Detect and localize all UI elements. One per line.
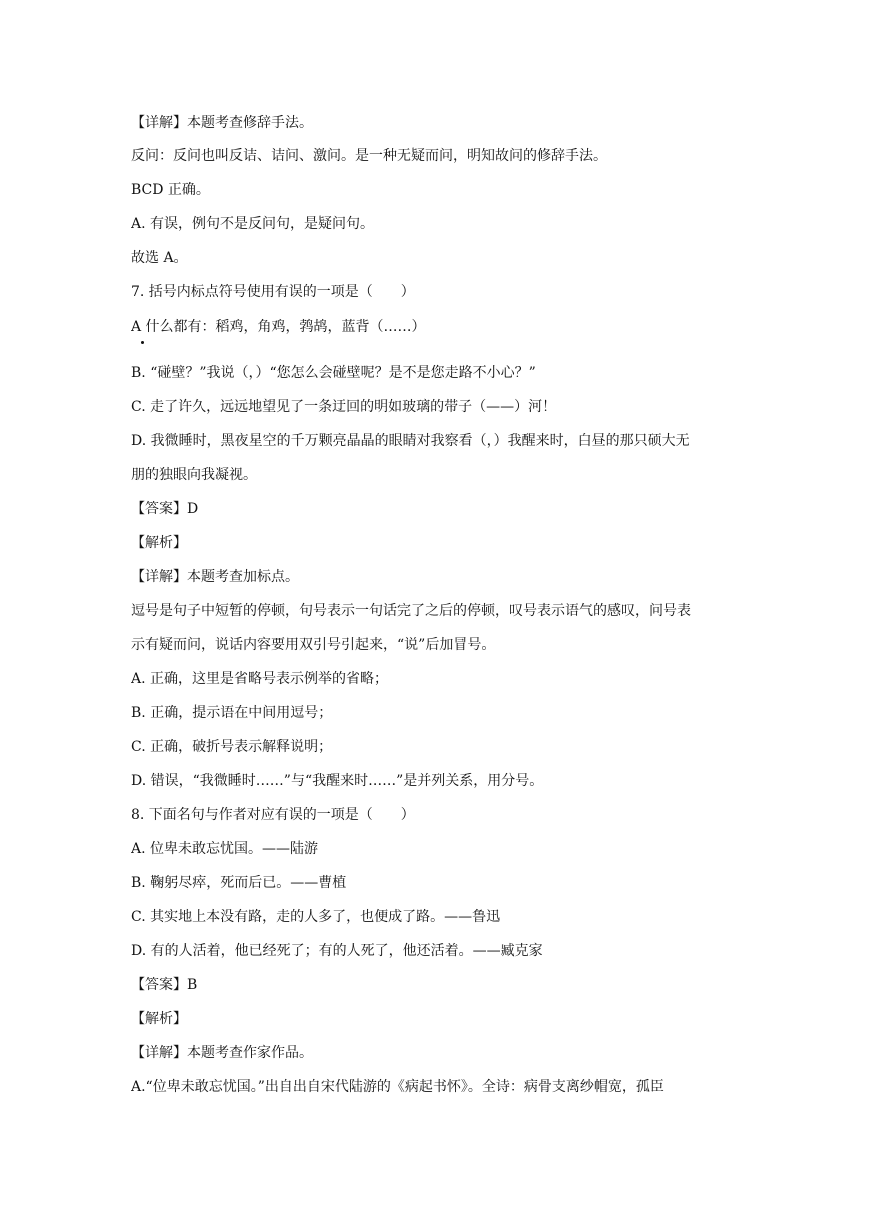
question-8: 8. 下面名句与作者对应有误的一项是（ ） xyxy=(131,807,415,823)
text-line: 故选 A。 xyxy=(131,250,188,266)
text-line: 反问：反问也叫反诘、诘问、激问。是一种无疑而问，明知故问的修辞手法。 xyxy=(131,148,607,164)
detail-label: 【详解】本题考查作家作品。 xyxy=(131,1045,313,1061)
answer-label: 【答案】B xyxy=(131,977,198,993)
option-8b: B. 鞠躬尽瘁，死而后已。——曹植 xyxy=(131,875,347,891)
text-line: 逗号是句子中短暂的停顿，句号表示一句话完了之后的停顿，叹号表示语气的感叹，问号表 xyxy=(131,603,691,619)
option-8d: D. 有的人活着，他已经死了；有的人死了，他还活着。——臧克家 xyxy=(131,943,543,959)
option-7d: D. 我微睡时，黑夜星空的千万颗亮晶晶的眼睛对我察看（，）我醒来时，白昼的那只硕大无 xyxy=(131,433,690,449)
analysis-label: 【解析】 xyxy=(131,1011,187,1027)
analysis-label: 【解析】 xyxy=(131,535,187,551)
question-7: 7. 括号内标点符号使用有误的一项是（ ） xyxy=(131,284,415,300)
text-line: 示有疑而问，说话内容要用双引号引起来，“说”后加冒号。 xyxy=(131,637,496,653)
option-7a: A 什么都有：稻鸡，角鸡，鹁鸪，蓝背（……） xyxy=(131,319,426,335)
text-line: C. 正确，破折号表示解释说明； xyxy=(131,739,333,755)
option-7c: C. 走了许久，远远地望见了一条迂回的明如玻璃的带子（——）河！ xyxy=(131,399,557,415)
emphasis-dot-icon xyxy=(141,341,144,344)
text-line: 【详解】本题考查修辞手法。 xyxy=(131,115,313,131)
option-7b: B. “碰壁？”我说（，）“您怎么会碰壁呢？是不是您走路不小心？” xyxy=(131,365,536,381)
text-line: A. 有误，例句不是反问句，是疑问句。 xyxy=(131,216,375,232)
text-line: D. 错误，“我微睡时……”与“我醒来时……”是并列关系，用分号。 xyxy=(131,773,544,789)
text-line: B. 正确，提示语在中间用逗号； xyxy=(131,705,333,721)
text-line: A. 正确，这里是省略号表示例举的省略； xyxy=(131,671,389,687)
option-8a: A. 位卑未敢忘忧国。——陆游 xyxy=(131,841,319,857)
option-7d-continued: 朋的独眼向我凝视。 xyxy=(131,467,257,483)
detail-label: 【详解】本题考查加标点。 xyxy=(131,569,299,585)
text-line: A.“位卑未敢忘忧国。”出自出自宋代陆游的《病起书怀》。全诗：病骨支离纱帽宽，孤臣 xyxy=(131,1079,664,1095)
option-8c: C. 其实地上本没有路，走的人多了，也便成了路。——鲁迅 xyxy=(131,909,501,925)
answer-label: 【答案】D xyxy=(131,501,199,517)
text-line: BCD 正确。 xyxy=(131,182,210,198)
